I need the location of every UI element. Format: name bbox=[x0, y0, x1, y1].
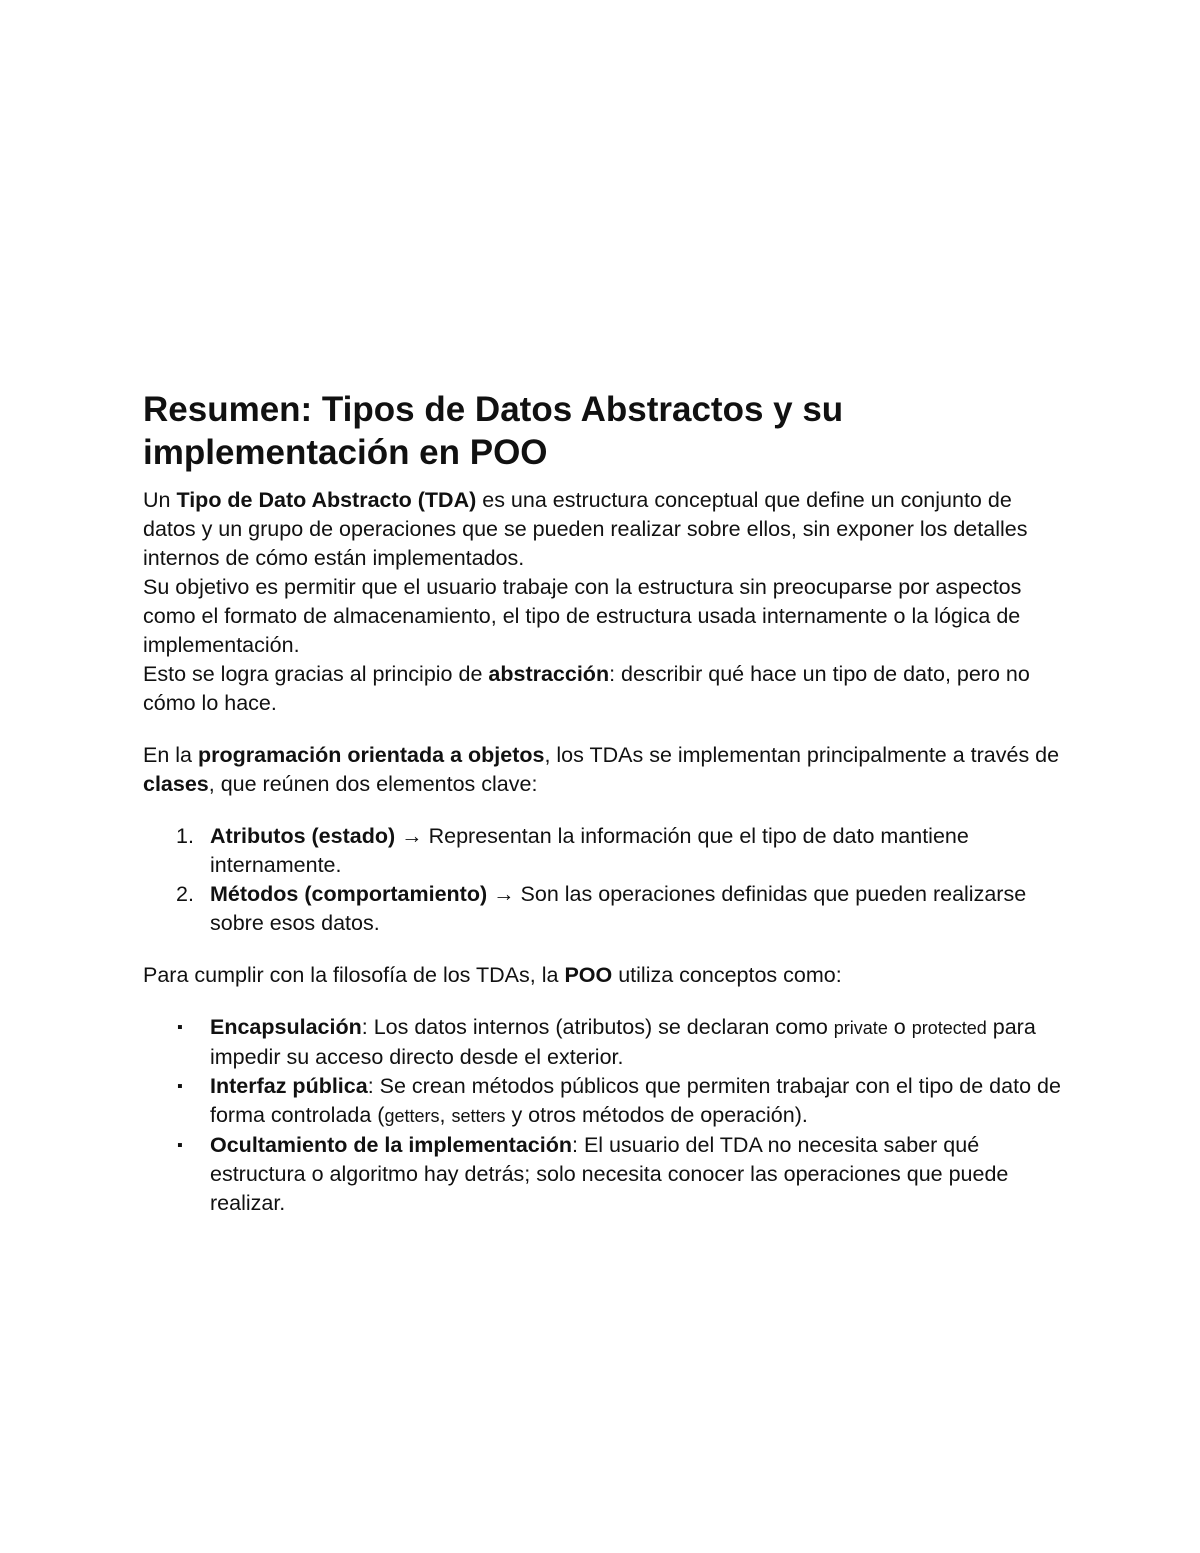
list-marker: 2. bbox=[176, 882, 194, 906]
code-setters: setters bbox=[451, 1106, 506, 1126]
clases-term: clases bbox=[143, 772, 209, 796]
list-item-encapsulacion: ▪ Encapsulación: Los datos internos (atributos) se declaran como private o protected para impedir su acceso directo desde el exterior. bbox=[177, 1015, 1036, 1069]
abstraccion-term: abstracción bbox=[488, 662, 610, 686]
list-item-atributos: 1. Atributos (estado) → Representan la información que el tipo de dato mantiene internamente. bbox=[176, 824, 969, 877]
square-bullet-icon: ▪ bbox=[177, 1019, 183, 1036]
poo-term: programación orientada a objetos bbox=[197, 743, 545, 767]
intro-paragraph-2: Su objetivo es permitir que el usuario trabaje con la estructura sin preocuparse por aspectos como el formato de almacenamiento, el tipo de estructura usada internamente o la lógica de implementación. bbox=[143, 575, 1022, 657]
code-private: private bbox=[833, 1018, 888, 1038]
code-getters: getters bbox=[384, 1106, 440, 1126]
bullet-list bbox=[143, 1013, 1063, 1218]
list-item-metodos: 2. Métodos (comportamiento) → Son las operaciones definidas que pueden realizarse sobre esos datos. bbox=[176, 882, 1027, 935]
document-content bbox=[143, 388, 1063, 1218]
list-item-interfaz: ▪ Interfaz pública: Se crean métodos públicos que permiten trabajar con el tipo de dato de forma controlada (getters, setters y otros métodos de operación). bbox=[177, 1074, 1061, 1127]
intro-paragraph-3: Esto se logra gracias al principio de abstracción: describir qué hace un tipo de dato, pero no cómo lo hace. bbox=[143, 662, 1030, 715]
poo-acronym: POO bbox=[564, 963, 613, 987]
tda-term: Tipo de Dato Abstracto (TDA) bbox=[176, 488, 477, 512]
square-bullet-icon: ▪ bbox=[177, 1137, 183, 1154]
intro-paragraph-1: Un Tipo de Dato Abstracto (TDA) es una estructura conceptual que define un conjunto de datos y un grupo de operaciones que se pueden realizar sobre ellos, sin exponer los detalles internos de cómo están implementados. bbox=[143, 488, 1028, 570]
poo-paragraph: En la programación orientada a objetos, los TDAs se implementan principalmente a través de clases, que reúnen dos elementos clave: bbox=[143, 743, 1060, 796]
code-protected: protected bbox=[911, 1018, 987, 1038]
philosophy-paragraph: Para cumplir con la filosofía de los TDAs, la POO utiliza conceptos como: bbox=[143, 963, 842, 987]
list-marker: 1. bbox=[176, 824, 194, 848]
square-bullet-icon: ▪ bbox=[177, 1078, 183, 1095]
numbered-list bbox=[143, 822, 1063, 938]
list-item-ocultamiento: ▪ Ocultamiento de la implementación: El usuario del TDA no necesita saber qué estructura o algoritmo hay detrás; solo necesita conocer las operaciones que puede realizar. bbox=[177, 1133, 1009, 1215]
document-title: Resumen: Tipos de Datos Abstractos y su implementación en POO bbox=[143, 390, 844, 472]
